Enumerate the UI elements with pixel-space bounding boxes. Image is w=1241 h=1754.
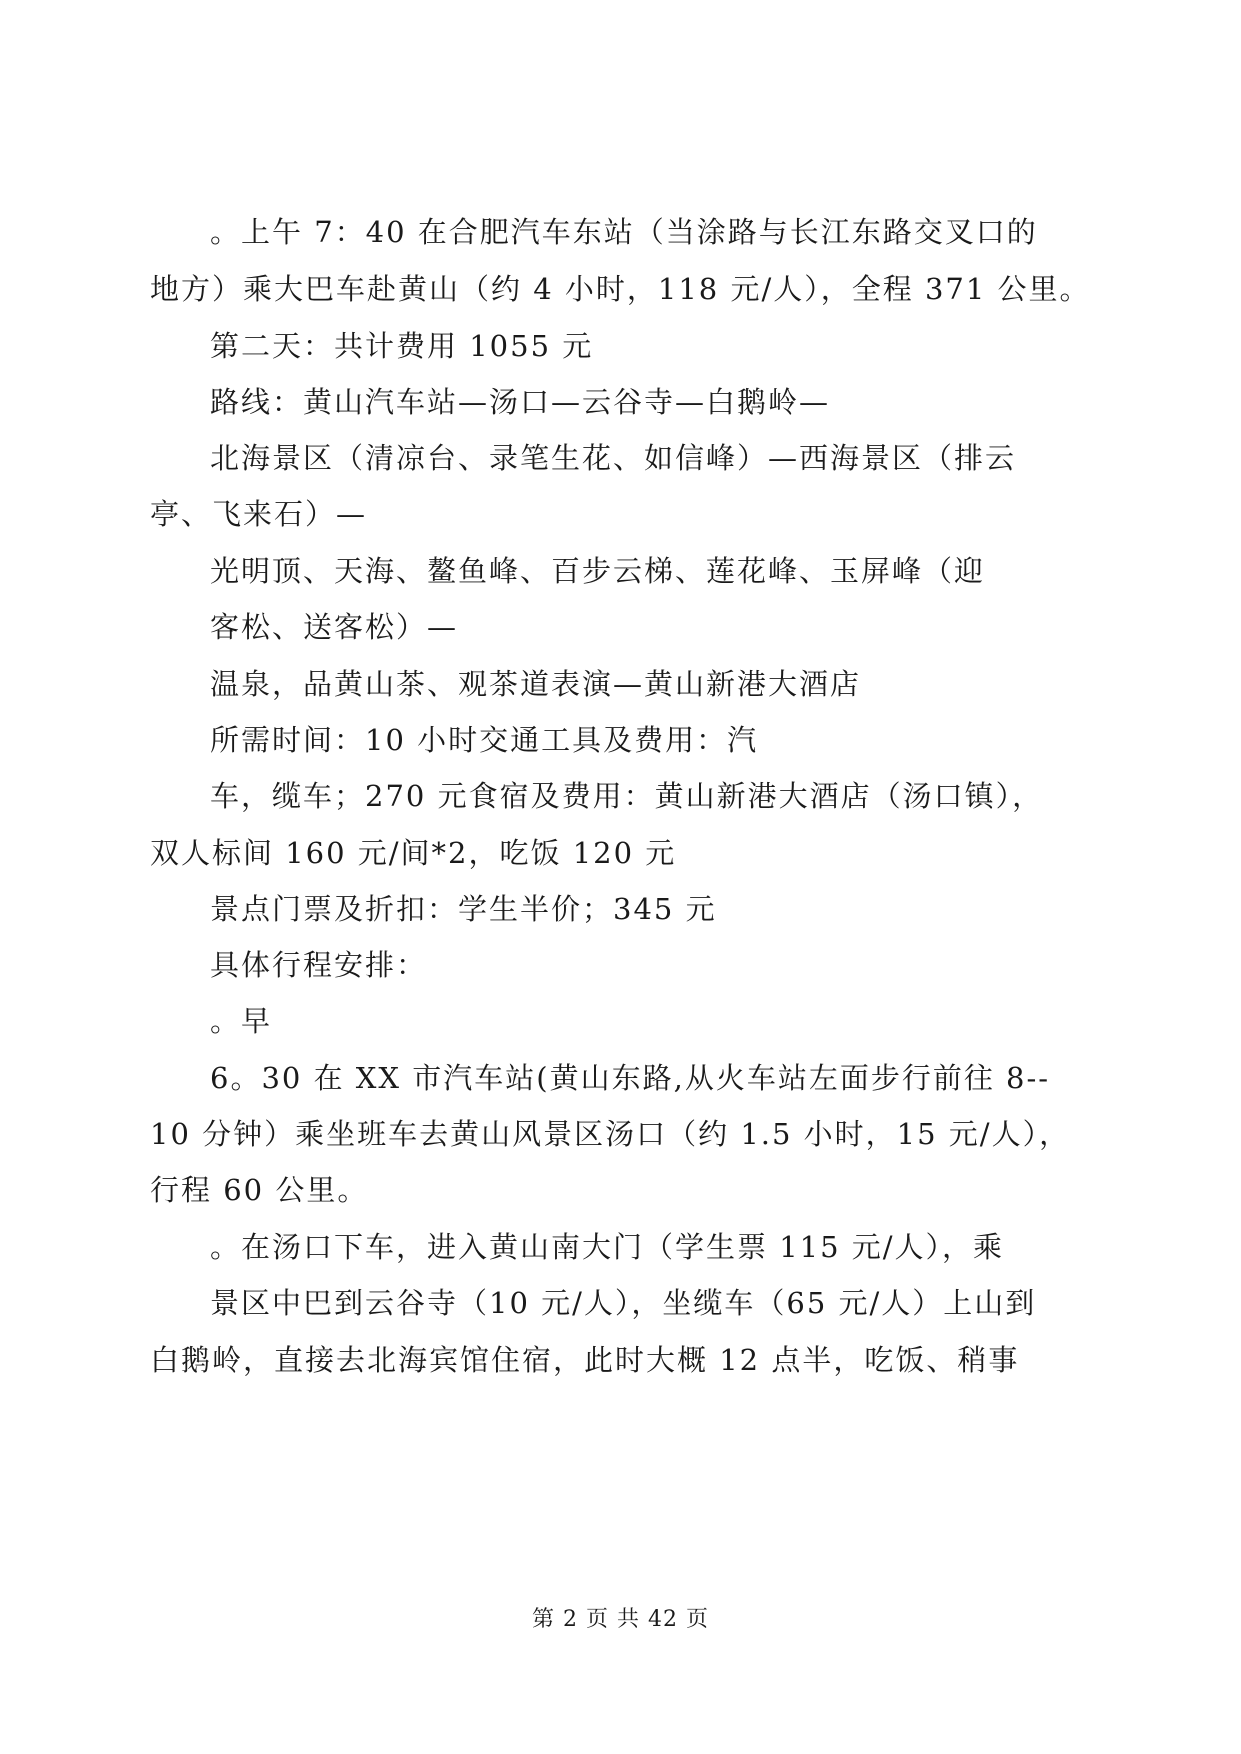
text-line: 双人标间 160 元/间*2，吃饭 120 元 <box>150 836 677 870</box>
text-line: 北海景区（清凉台、录笔生花、如信峰）—西海景区（排云 <box>210 441 1017 475</box>
text-line: 亭、飞来石）— <box>150 497 368 531</box>
text-line: 地方）乘大巴车赴黄山（约 4 小时，118 元/人），全程 371 公里。 <box>150 272 1091 306</box>
text-line: 10 分钟）乘坐班车去黄山风景区汤口（约 1.5 小时，15 元/人）， <box>150 1117 1071 1151</box>
text-line: 白鹅岭，直接去北海宾馆住宿，此时大概 12 点半，吃饭、稍事 <box>150 1343 1020 1377</box>
text-line: 温泉，品黄山茶、观茶道表演—黄山新港大酒店 <box>210 667 862 701</box>
text-line: 光明顶、天海、鳌鱼峰、百步云梯、莲花峰、玉屏峰（迎 <box>210 554 986 588</box>
text-line: 客松、送客松）— <box>210 610 459 644</box>
text-line: 路线：黄山汽车站—汤口—云谷寺—白鹅岭— <box>210 385 831 419</box>
text-line: 所需时间：10 小时交通工具及费用：汽 <box>210 723 759 757</box>
text-line: 。在汤口下车，进入黄山南大门（学生票 115 元/人），乘 <box>210 1230 1005 1264</box>
text-line: 。早 <box>210 1004 273 1038</box>
text-line: 。上午 7：40 在合肥汽车东站（当涂路与长江东路交叉口的 <box>210 215 1038 249</box>
text-line: 第二天：共计费用 1055 元 <box>210 329 594 363</box>
page-footer: 第 2 页 共 42 页 <box>532 1607 709 1632</box>
text-line: 景区中巴到云谷寺（10 元/人），坐缆车（65 元/人）上山到 <box>210 1286 1037 1320</box>
text-line: 具体行程安排： <box>210 948 428 982</box>
text-line: 车，缆车；270 元食宿及费用：黄山新港大酒店（汤口镇）， <box>210 779 1044 813</box>
text-line: 6。30 在 XX 市汽车站(黄山东路,从火车站左面步行前往 8-- <box>210 1061 1051 1095</box>
text-line: 景点门票及折扣：学生半价；345 元 <box>210 892 717 926</box>
text-line: 行程 60 公里。 <box>150 1173 369 1207</box>
